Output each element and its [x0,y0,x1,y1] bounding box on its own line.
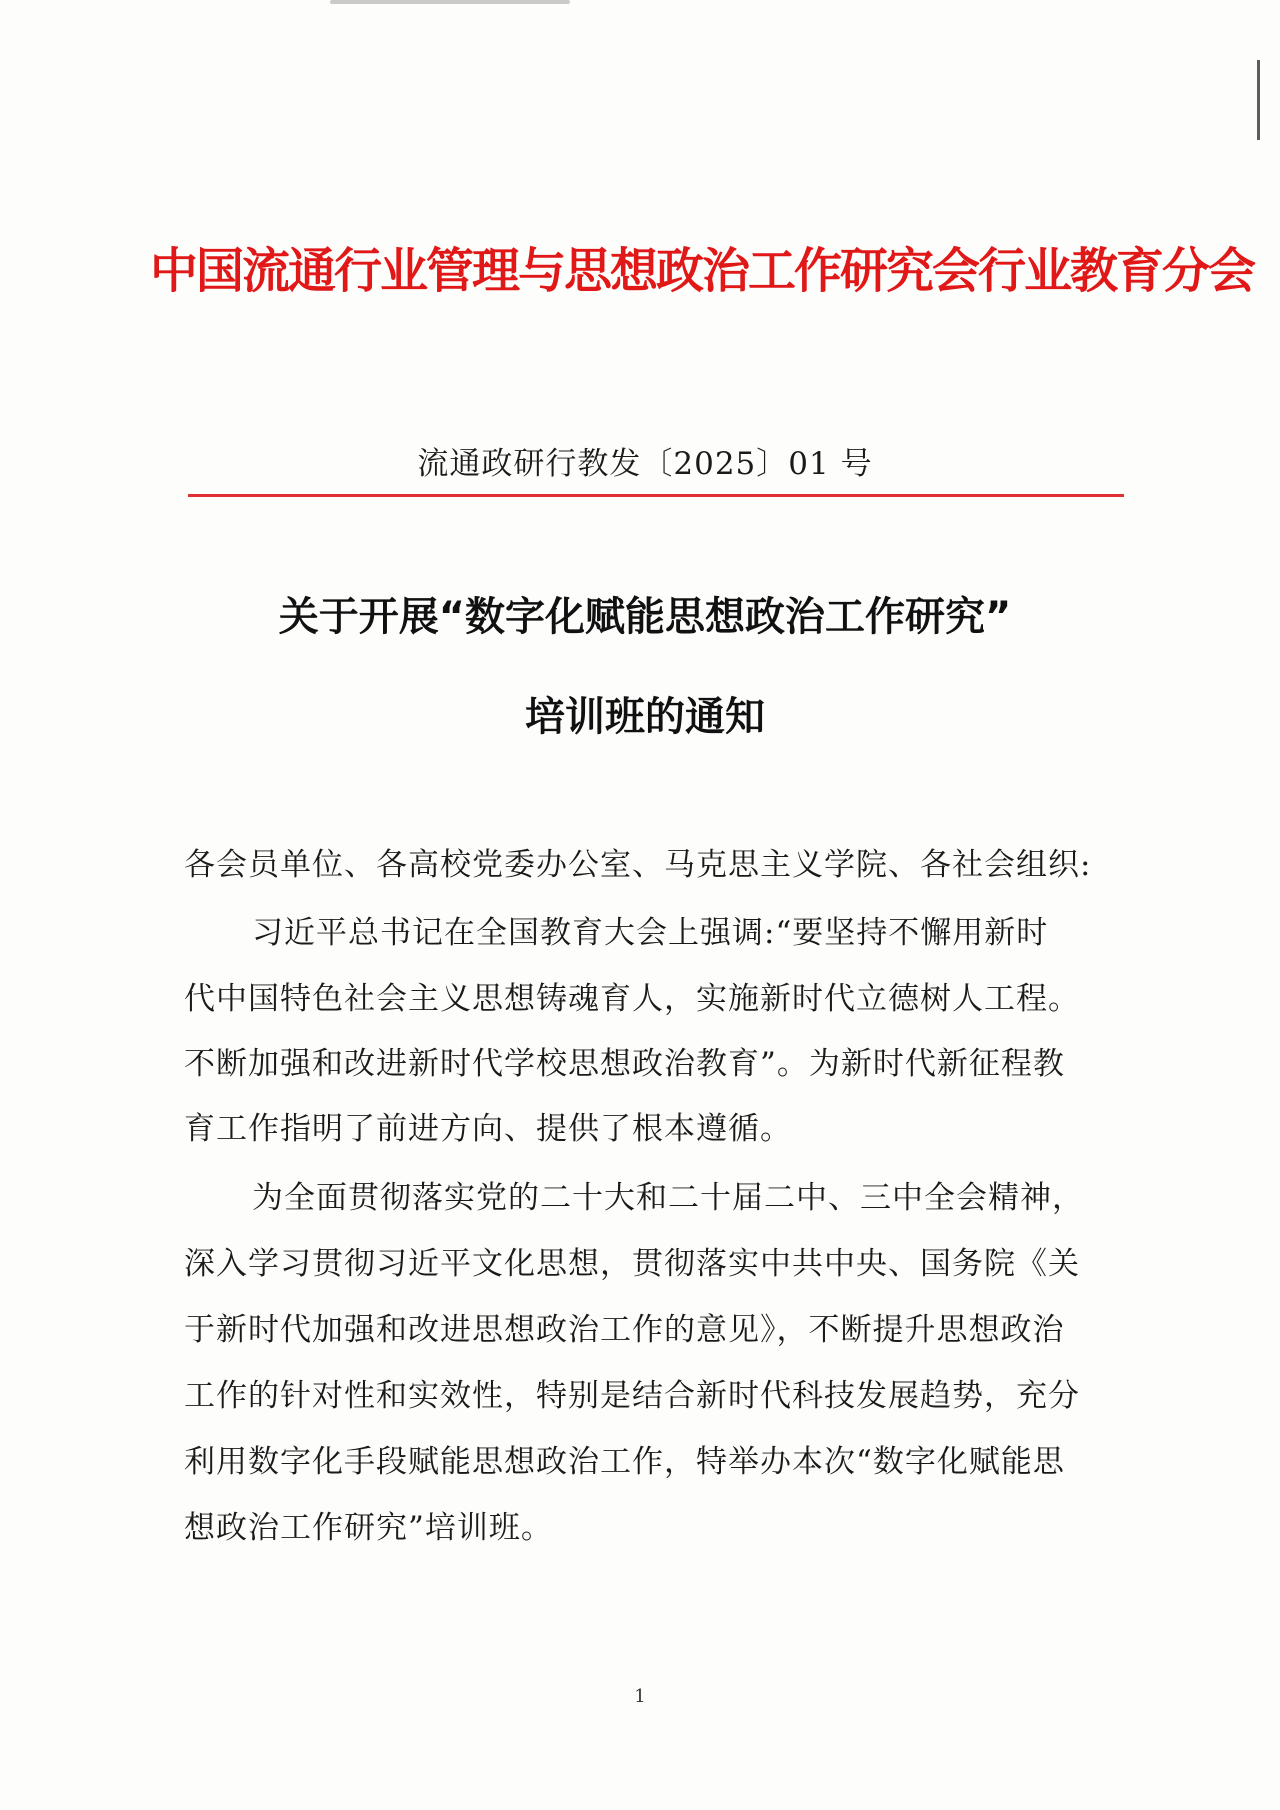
paragraph-2-line: 想政治工作研究”培训班。 [184,1510,553,1546]
paragraph-2-line: 工作的针对性和实效性，特别是结合新时代科技发展趋势，充分 [184,1378,1080,1414]
paragraph-2-line: 为全面贯彻落实党的二十大和二十届二中、三中全会精神， [252,1180,1084,1216]
paragraph-1-line: 育工作指明了前进方向、提供了根本遵循。 [184,1111,792,1147]
scan-artifact-top [330,0,570,4]
scan-artifact-edge [1257,60,1260,140]
paragraph-2-line: 于新时代加强和改进思想政治工作的意见》，不断提升思想政治 [184,1312,1065,1348]
document-number: 流通政研行教发〔2025〕01 号 [417,446,873,482]
notice-title-line-1: 关于开展“数字化赋能思想政治工作研究” [278,594,1012,640]
paragraph-2-line: 深入学习贯彻习近平文化思想，贯彻落实中共中央、国务院《关 [184,1246,1080,1282]
page-number: 1 [634,1686,646,1707]
paragraph-1-line: 不断加强和改进新时代学校思想政治教育”。为新时代新征程教 [184,1046,1065,1082]
paragraph-1-line: 习近平总书记在全国教育大会上强调:“要坚持不懈用新时 [252,915,1049,951]
organization-header: 中国流通行业管理与思想政治工作研究会行业教育分会 [150,243,1255,299]
salutation: 各会员单位、各高校党委办公室、马克思主义学院、各社会组织: [184,847,1092,883]
red-divider-line [188,494,1124,497]
paragraph-1-line: 代中国特色社会主义思想铸魂育人，实施新时代立德树人工程。 [184,981,1080,1017]
notice-title-line-2: 培训班的通知 [525,694,765,740]
paragraph-2-line: 利用数字化手段赋能思想政治工作，特举办本次“数字化赋能思 [184,1444,1065,1480]
